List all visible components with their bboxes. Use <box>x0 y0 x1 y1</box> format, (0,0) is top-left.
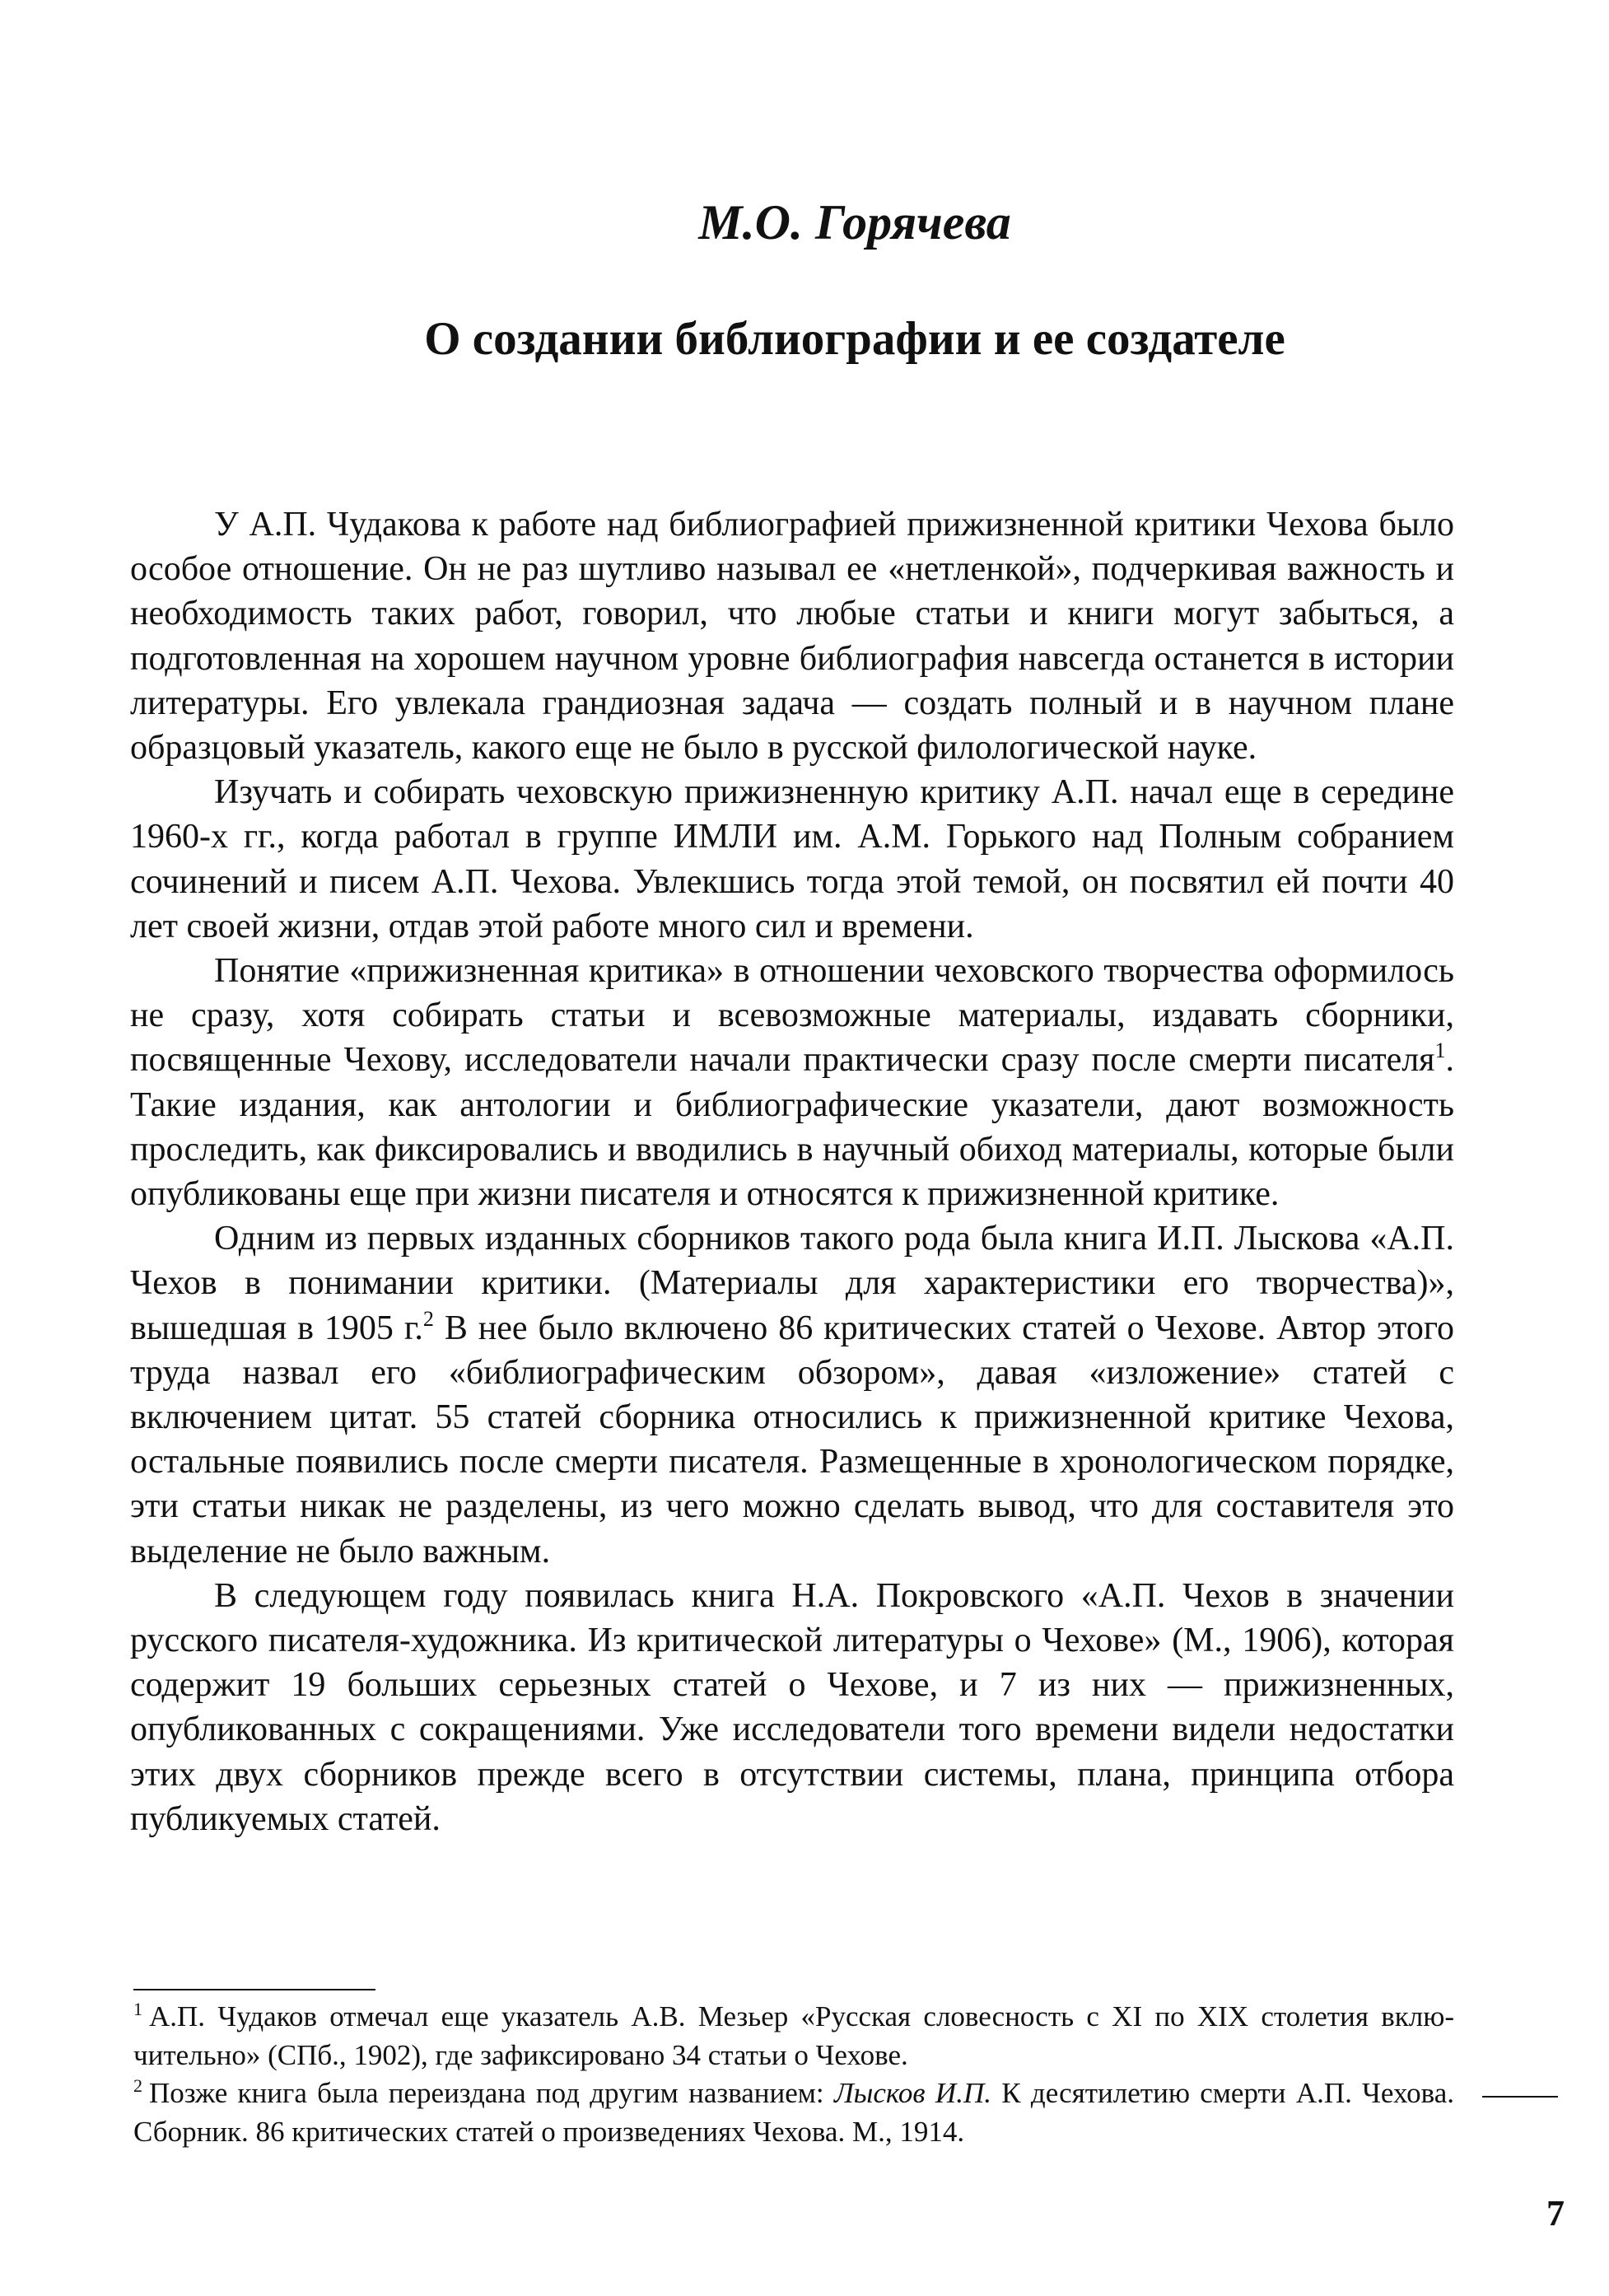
article-title: О создании библиографии и ее создателе <box>424 313 1285 365</box>
paragraph-5: В следующем году появилась книга Н.А. Покровского «А.П. Чехов в значении русского писателя-художника. Из критической литературы о Чехове» (М., 1906), которая содержит 19 больших серьезных статей о Чехове, и 7 из них — прижизненных, опубликованных с сокращениями. Уже исследователи того времени видели недостатки этих двух сборников прежде всего в отсутствии системы, плана, принципа отбора публикуемых статей. <box>130 1576 1454 1838</box>
paragraph-4 <box>130 1216 1454 1574</box>
footnote-divider <box>133 1989 375 1990</box>
paragraph-3-text-after: . Такие издания, как антологии и библиографические указатели, дают возможность проследить, как фиксировались и вводились в научный обиход материалы, которые были опубликованы еще при жизни писателя и относятся к прижизненной критике. <box>130 1041 1454 1214</box>
page-number: 7 <box>1546 2193 1565 2233</box>
footnote-1 <box>133 1998 1454 2074</box>
footnote-2-author-italic: Лысков И.П. <box>833 2077 991 2109</box>
footnotes <box>133 1998 1454 2151</box>
paragraph-4-text-before: Одним из первых изданных сборников такого рода была книга И.П. Лыскова «А.П. Чехов в понимании критики. (Материалы для характеристики его творчества)», вышедшая в 1905 г. <box>130 1220 1454 1347</box>
footnote-2-text-after: К десятилетию смерти А.П. Чехова. Сборник. 86 критических статей о произведениях Чехова. М., 1914. <box>133 2077 1455 2148</box>
article-body <box>130 502 1454 1841</box>
margin-divider <box>1482 2096 1558 2098</box>
article-author: М.О. Горячева <box>698 195 1011 250</box>
footnote-1-text: А.П. Чудаков отмечал еще указатель А.В. Мезьер «Русская словесность с XI по XIX столетия включительно» (СПб., 1902), где зафиксировано 34 статьи о Чехове. <box>133 2000 1454 2071</box>
footnote-2 <box>133 2074 1454 2151</box>
paragraph-1: У А.П. Чудакова к работе над библиографией прижизненной критики Чехова было особое отношение. Он не раз шутливо называл ее «нетленкой», подчеркивая важность и необходимость таких работ, говорил, что любые статьи и книги могут забыться, а подготовленная на хорошем научном уровне библиография навсегда останется в истории литературы. Его увлекала грандиозная задача — создать полный и в научном плане образцовый указатель, какого еще не было в русской филологической науке. <box>130 506 1454 768</box>
footnote-2-text-before: Позже книга была переиздана под другим названием: <box>149 2077 834 2109</box>
footnote-ref-2: 2 <box>422 1306 434 1331</box>
paragraph-2: Изучать и собирать чеховскую прижизненную критику А.П. начал еще в середине 1960-х гг., когда работал в группе ИМЛИ им. А.М. Горького над Полным собранием сочинений и писем А.П. Чехова. Увлекшись тогда этой темой, он посвятил ей почти 40 лет своей жизни, отдав этой работе много сил и времени. <box>130 773 1454 945</box>
paragraph-3 <box>130 949 1454 1216</box>
footnote-mark-2: 2 <box>133 2075 142 2096</box>
footnote-ref-1: 1 <box>1434 1038 1446 1063</box>
paragraph-3-text-before: Понятие «прижизненная критика» в отношении чеховского творчества оформилось не сразу, хотя собирать статьи и всевозможные материалы, издавать сборники, посвященные Чехову, исследователи начали практически сразу после смерти писателя <box>130 952 1454 1080</box>
paragraph-4-text-after: В нее было включено 86 критических статей о Чехове. Автор этого труда назвал его «библиографическим обзором», давая «изложение» статей с включением цитат. 55 статей сборника относились к прижизненной критике Чехова, остальные появились после смерти писателя. Размещенные в хронологическом порядке, эти статьи никак не разделены, из чего можно сделать вывод, что для составителя это выделение не было важным. <box>130 1309 1454 1570</box>
footnote-mark-1: 1 <box>133 1999 142 2019</box>
